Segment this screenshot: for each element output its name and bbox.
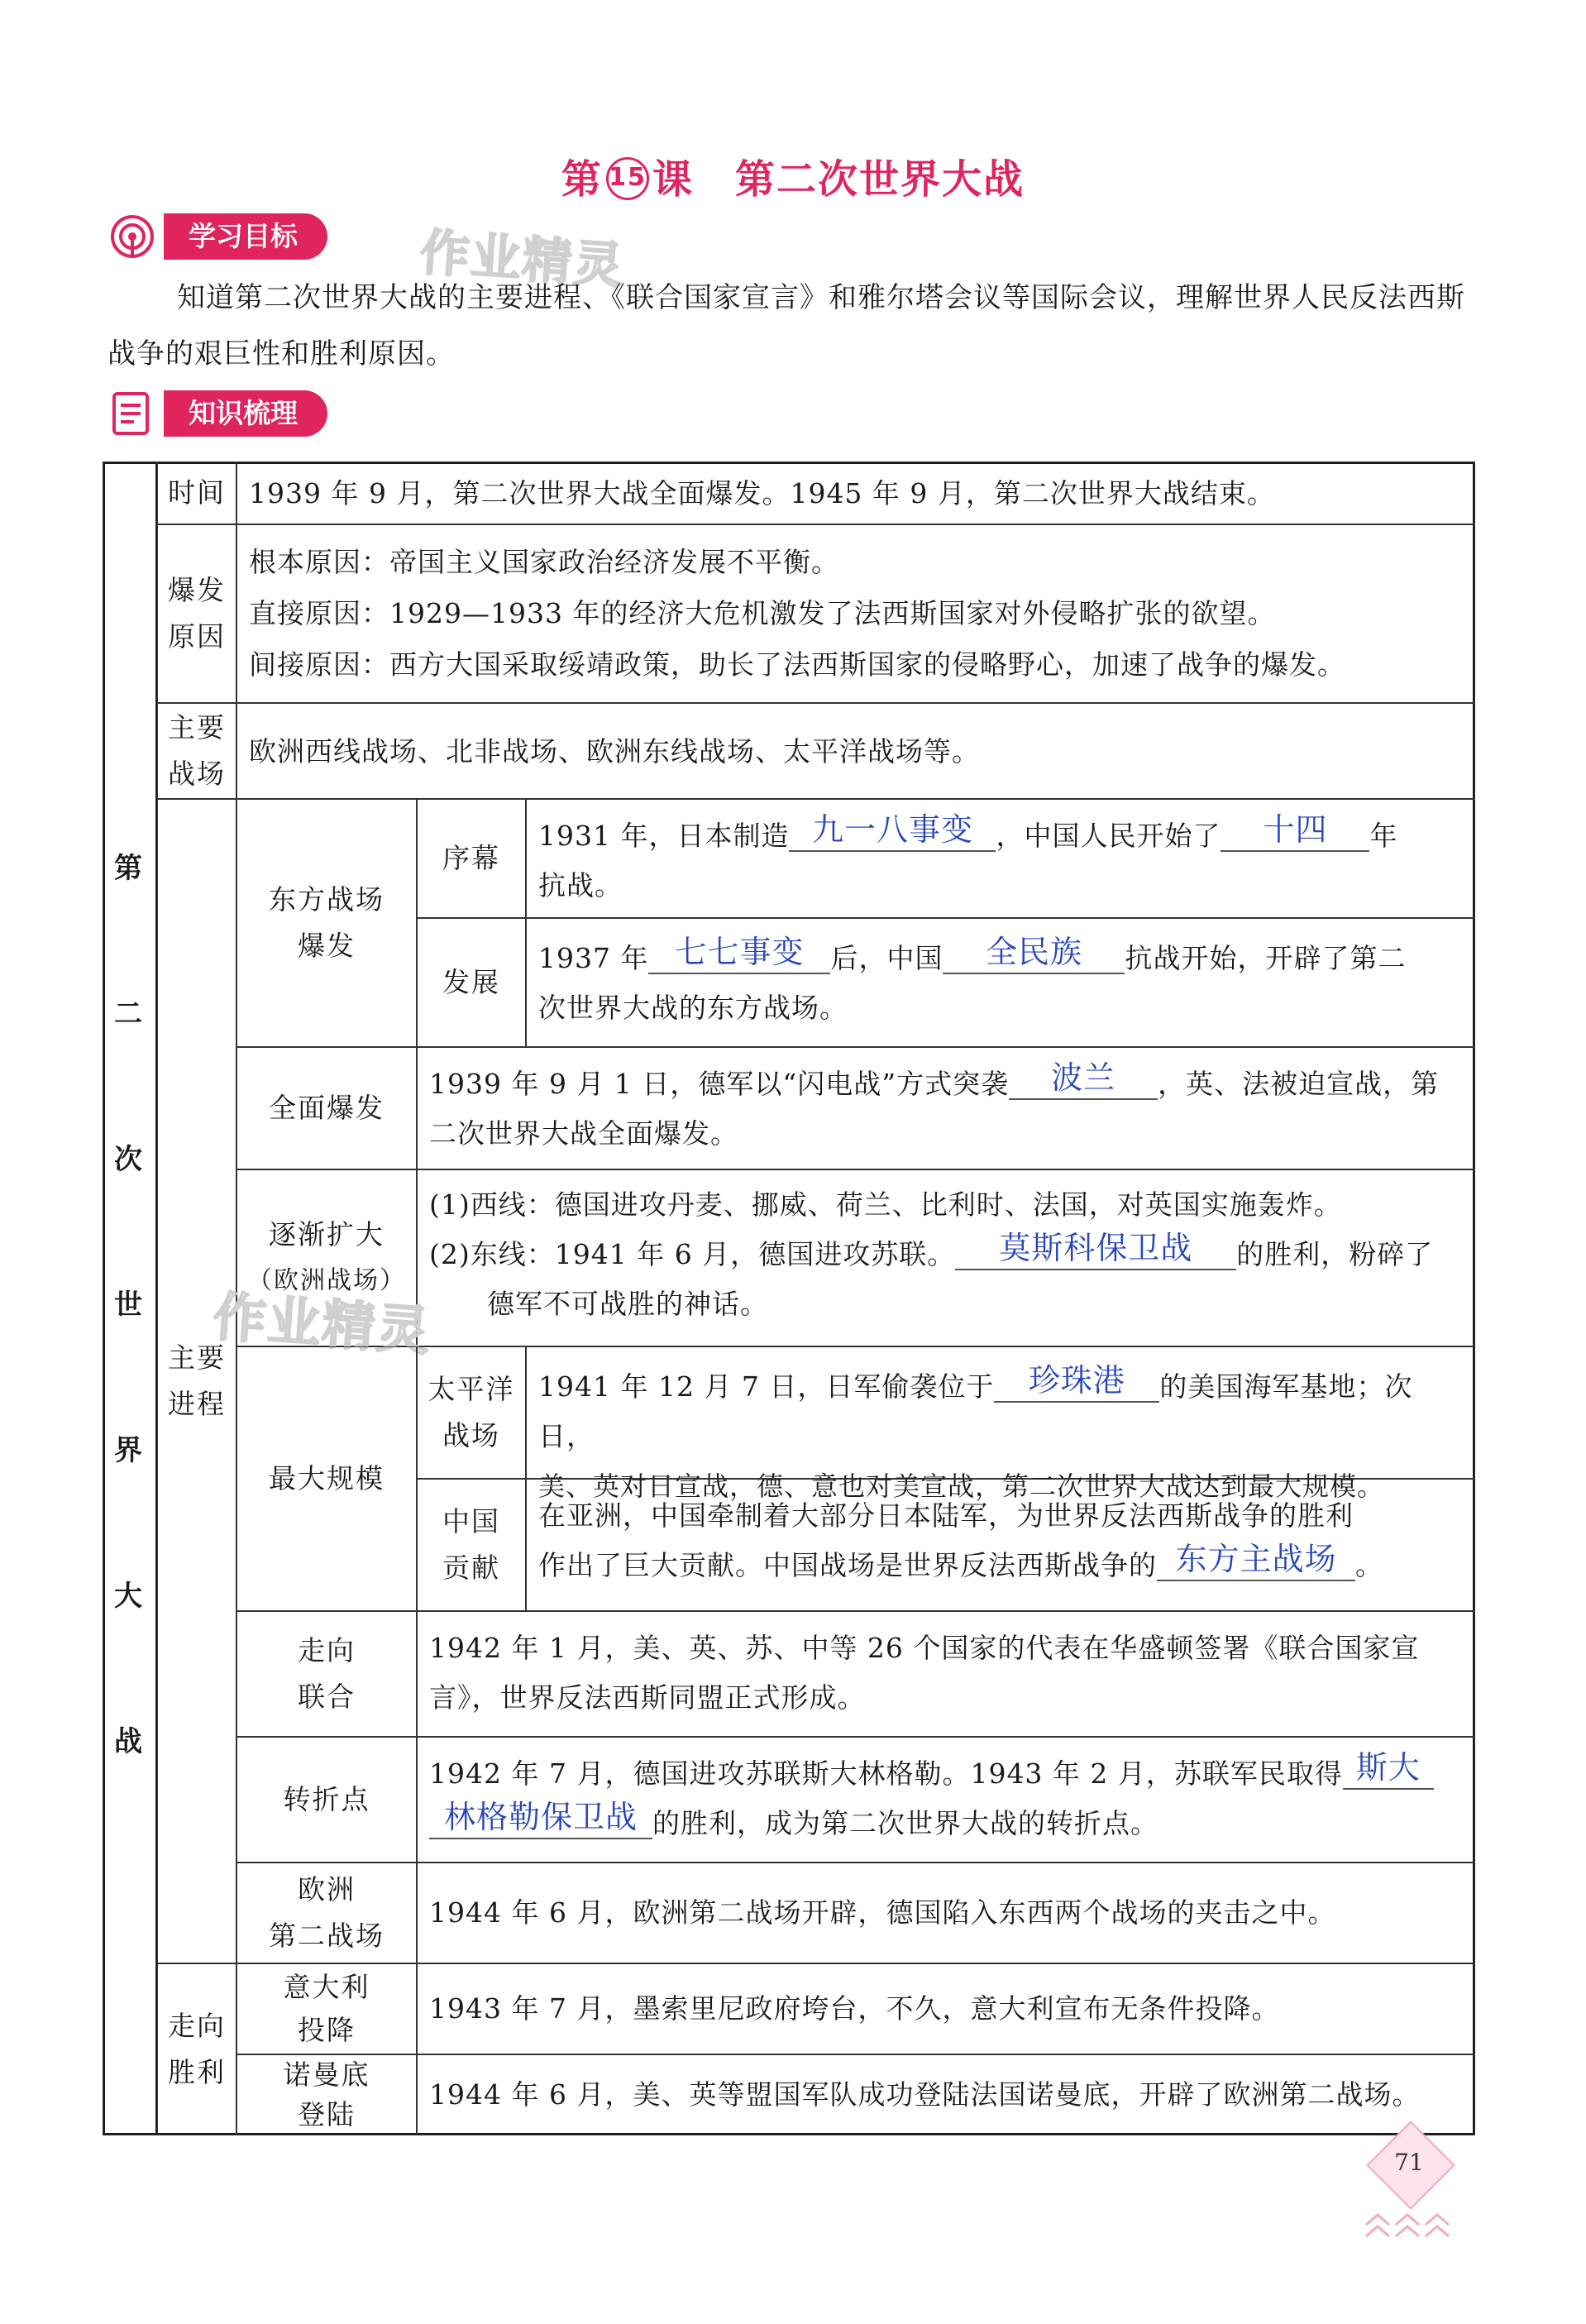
target-icon	[109, 213, 155, 260]
lesson-number: 15	[606, 157, 649, 200]
pacific-label: 太平洋 战场	[417, 1346, 526, 1479]
answer-blank: 九一八事变	[789, 809, 996, 852]
watermark: 作业精灵	[418, 223, 627, 296]
causes-text	[236, 524, 1475, 703]
side-char: 界	[114, 1434, 142, 1467]
theaters-label: 主要 战场	[157, 703, 236, 799]
page-title: 第 15 课 第二次世界大战	[561, 156, 1025, 203]
development-text: 1937 年 七七事变 后，中国 全民族 抗战开始，开辟了第二 次世界大战的东方战场。	[526, 918, 1475, 1047]
notebook-icon	[109, 390, 155, 437]
watermark: 作业精灵	[211, 1286, 433, 1364]
union-text: 1942 年 1 月，美、英、苏、中等 26 个国家的代表在华盛顿签署《联合国家宣 言》，世界反法西斯同盟正式形成。	[417, 1611, 1475, 1737]
prologue-label: 序幕	[417, 799, 526, 918]
cause-root: 根本原因：帝国主义国家政治经济发展不平衡。	[249, 546, 839, 578]
side-char: 世	[114, 1289, 142, 1322]
answer-blank: 波兰	[1009, 1057, 1158, 1100]
pacific-text: 1941 年 12 月 7 日，日军偷袭位于 珍珠港 的美国海军基地；次日， 美、英对日宣战，德、意也对美宣战，第二次世界大战达到最大规模。	[526, 1346, 1475, 1479]
answer-blank: 十四	[1221, 809, 1369, 852]
answer-blank: 林格勒保卫战	[429, 1796, 652, 1839]
side-char: 第	[114, 852, 142, 885]
answer-blank: 斯大	[1343, 1747, 1434, 1790]
china-label: 中国 贡献	[417, 1479, 526, 1611]
normandy-text: 1944 年 6 月，美、英等盟国军队成功登陆法国诺曼底，开辟了欧洲第二战场。	[417, 2054, 1475, 2135]
answer-blank: 全民族	[943, 931, 1125, 974]
page-number: 71	[1394, 2149, 1424, 2176]
answer-blank: 七七事变	[648, 931, 830, 974]
turning-label: 转折点	[236, 1737, 417, 1863]
expansion-east: (2)东线：1941 年 6 月，德国进攻苏联。 莫斯科保卫战 的胜利，粉碎了	[429, 1230, 1463, 1279]
theaters-text: 欧洲西线战场、北非战场、欧洲东线战场、太平洋战场等。	[236, 703, 1475, 799]
answer-blank: 东方主战场	[1157, 1538, 1355, 1581]
section-objectives: 学习目标	[164, 213, 327, 260]
victory-label: 走向 胜利	[157, 1963, 236, 2135]
time-text: 1939 年 9 月，第二次世界大战全面爆发。1945 年 9 月，第二次世界大战结束。	[236, 461, 1475, 524]
side-char: 二	[114, 997, 142, 1030]
objective-text: 知道第二次世界大战的主要进程、《联合国家宣言》和雅尔塔会议等国际会议，理解世界人民反法西斯战争的艰巨性和胜利原因。	[107, 281, 1465, 371]
union-label: 走向 联合	[236, 1611, 417, 1737]
expansion-text	[417, 1169, 1475, 1346]
expansion-label: 逐渐扩大 （欧洲战场）	[236, 1169, 417, 1346]
side-char: 大	[114, 1580, 142, 1613]
second-front-text: 1944 年 6 月，欧洲第二战场开辟，德国陷入东西两个战场的夹击之中。	[417, 1863, 1475, 1963]
process-label: 主要 进程	[157, 799, 236, 1963]
cause-indirect: 间接原因：西方大国采取绥靖政策，助长了法西斯国家的侵略野心，加速了战争的爆发。	[249, 648, 1345, 681]
section-knowledge: 知识梳理	[164, 390, 327, 437]
china-text: 在亚洲，中国牵制着大部分日本陆军，为世界反法西斯战争的胜利 作出了巨大贡献。中国战场是世界反法西斯战争的 东方主战场 。	[526, 1479, 1475, 1611]
cause-direct: 直接原因：1929—1933 年的经济大危机激发了法西斯国家对外侵略扩张的欲望。	[249, 597, 1276, 629]
development-label: 发展	[417, 918, 526, 1047]
normandy-label: 诺曼底 登陆	[236, 2054, 417, 2135]
answer-blank: 莫斯科保卫战	[955, 1227, 1236, 1270]
full-outbreak-label: 全面爆发	[236, 1047, 417, 1169]
largest-label: 最大规模	[236, 1346, 417, 1611]
expansion-west: (1)西线：德国进攻丹麦、挪威、荷兰、比利时、法国，对英国实施轰炸。	[429, 1188, 1342, 1221]
full-outbreak-text: 1939 年 9 月 1 日，德军以“闪电战”方式突袭 波兰 ，英、法被迫宣战，第 二次世界大战全面爆发。	[417, 1047, 1475, 1169]
side-char: 次	[114, 1143, 142, 1176]
chevron-decoration-icon	[1363, 2208, 1455, 2241]
prologue-text: 1931 年，日本制造 九一八事变 ，中国人民开始了 十四 年 抗战。	[526, 799, 1475, 918]
italy-text: 1943 年 7 月，墨索里尼政府垮台，不久，意大利宣布无条件投降。	[417, 1963, 1475, 2054]
second-front-label: 欧洲 第二战场	[236, 1863, 417, 1963]
east-label: 东方战场 爆发	[236, 799, 417, 1047]
answer-blank: 珍珠港	[994, 1360, 1159, 1403]
causes-label: 爆发 原因	[157, 524, 236, 703]
expansion-east-cont: 德军不可战胜的神话。	[487, 1288, 768, 1320]
turning-text: 1942 年 7 月，德国进攻苏联斯大林格勒。1943 年 2 月，苏联军民取得 斯大 林格勒保卫战 的胜利，成为第二次世界大战的转折点。	[417, 1737, 1475, 1863]
side-char: 战	[114, 1725, 142, 1758]
italy-label: 意大利 投降	[236, 1963, 417, 2054]
time-label: 时间	[157, 461, 236, 524]
